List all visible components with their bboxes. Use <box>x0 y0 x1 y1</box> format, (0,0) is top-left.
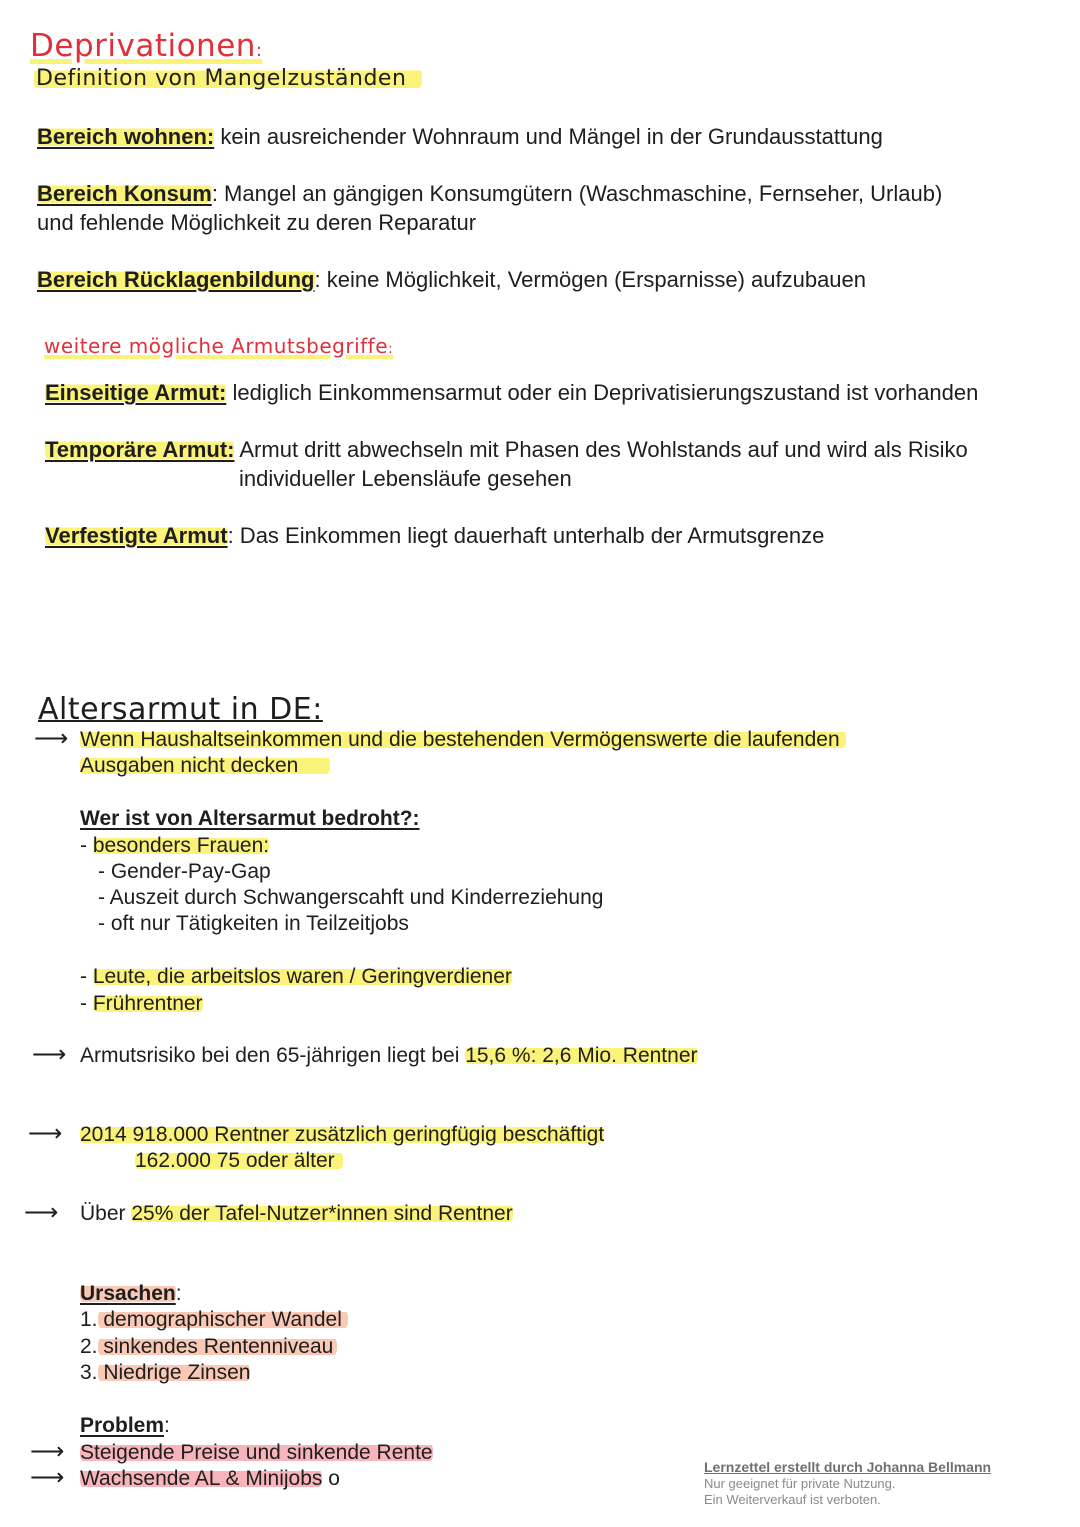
term-temporaere-armut: Temporäre Armut: <box>45 437 235 462</box>
fact-armutsrisiko <box>80 1042 698 1069</box>
arrow-icon: ⟶ <box>32 1041 67 1068</box>
deprivationen-subtitle <box>34 66 422 91</box>
group-text: Frührentner <box>92 992 203 1015</box>
fact-highlight: 15,6 %: 2,6 Mio. Rentner <box>465 1044 698 1067</box>
armutsbegriffe-title-text: weitere mögliche Armutsbegriffe <box>44 334 389 358</box>
fact-text: Armutsrisiko bei den 65-jährigen liegt bei <box>80 1044 466 1067</box>
deprivation-text: : keine Möglichkeit, Vermögen (Ersparnisse) aufzubauen <box>314 267 867 292</box>
arrow-icon: ⟶ <box>34 725 69 752</box>
arrow-icon: ⟶ <box>24 1199 59 1226</box>
ursache-item <box>80 1333 337 1360</box>
group-text: Leute, die arbeitslos waren / Geringverdiener <box>92 965 512 988</box>
deprivation-text: kein ausreichender Wohnraum und Mängel in der Grundausstattung <box>214 124 883 149</box>
deprivation-item-ruecklagen <box>37 265 866 294</box>
definition-text: Ausgaben nicht decken <box>80 754 330 777</box>
term-einseitige-armut: Einseitige Armut: <box>45 380 227 405</box>
deprivationen-title <box>30 28 263 64</box>
problem-heading <box>80 1412 170 1439</box>
ursachen-heading-text: Ursachen <box>80 1282 176 1305</box>
dash: - <box>80 992 93 1015</box>
fact-text: Über <box>80 1202 132 1225</box>
definition-text: Wenn Haushaltseinkommen und die bestehenden Vermögenswerte die laufenden <box>80 728 846 751</box>
problem-item <box>80 1465 340 1492</box>
group-fruehrentner <box>80 990 203 1017</box>
ursache-item <box>80 1359 250 1386</box>
ursache-item <box>80 1306 348 1333</box>
ursache-text: Niedrige Zinsen <box>97 1361 251 1384</box>
arrow-icon: ⟶ <box>28 1120 63 1147</box>
term-bereich-ruecklagen: Bereich Rücklagenbildung <box>37 267 315 292</box>
deprivationen-title-text: Deprivationen <box>30 28 256 64</box>
who-heading: Wer ist von Altersarmut bedroht?: <box>80 807 420 830</box>
footer-note-private: Nur geeignet für private Nutzung. <box>704 1476 896 1491</box>
armut-item-verfestigt <box>45 521 824 550</box>
altersarmut-definition-line2 <box>80 752 330 779</box>
ursache-number: 3. <box>80 1361 98 1384</box>
term-verfestigte-armut: Verfestigte Armut <box>45 523 228 548</box>
term-bereich-wohnen: Bereich wohnen: <box>37 124 215 149</box>
problem-heading-text: Problem <box>80 1414 165 1437</box>
problem-item <box>80 1439 433 1466</box>
armut-item-einseitig <box>45 378 978 407</box>
altersarmut-title: Altersarmut in DE: <box>38 692 323 727</box>
group-frauen-label: besonders Frauen: <box>92 834 270 857</box>
deprivationen-subtitle-text: Definition von Mangelzuständen <box>34 66 422 91</box>
deprivation-item-wohnen <box>37 122 883 151</box>
arrow-icon: ⟶ <box>30 1464 65 1491</box>
fact-rentner-beschaeftigt-line2 <box>135 1147 343 1174</box>
footer-author: Lernzettel erstellt durch Johanna Bellmann <box>704 1459 992 1475</box>
footer-note-resale: Ein Weiterverkauf ist verboten. <box>704 1492 881 1507</box>
problem-trailing: o <box>322 1467 340 1490</box>
problem-text: Steigende Preise und sinkende Rente <box>80 1441 433 1464</box>
arrow-icon: ⟶ <box>30 1438 65 1465</box>
group-arbeitslose <box>80 963 512 990</box>
armut-text: lediglich Einkommensarmut oder ein Deprivatisierungszustand ist vorhanden <box>226 380 979 405</box>
problem-text: Wachsende AL & Minijobs <box>80 1467 323 1490</box>
dash: - <box>80 965 93 988</box>
term-bereich-konsum: Bereich Konsum <box>37 181 212 206</box>
altersarmut-definition-line1 <box>80 726 846 753</box>
deprivationen-title-colon: : <box>255 40 263 61</box>
armutsbegriffe-title-colon: : <box>388 341 394 357</box>
ursache-number: 1. <box>80 1308 98 1331</box>
ursachen-heading <box>80 1280 182 1307</box>
colon: : <box>164 1414 170 1437</box>
fact-highlight: 25% der Tafel-Nutzer*innen sind Rentner <box>131 1202 513 1225</box>
ursache-text: sinkendes Rentenniveau <box>98 1335 338 1358</box>
armut-text: : Das Einkommen liegt dauerhaft unterhalb der Armutsgrenze <box>227 523 825 548</box>
armut-item-temporaer-line2: individueller Lebensläufe gesehen <box>239 466 572 491</box>
fact-tafel <box>80 1200 513 1227</box>
deprivation-item-konsum <box>37 179 942 208</box>
frauen-point: - Auszeit durch Schwangerscahft und Kinderreziehung <box>98 886 604 909</box>
ursache-number: 2. <box>80 1335 98 1358</box>
deprivation-item-konsum-line2: und fehlende Möglichkeit zu deren Reparatur <box>37 210 477 235</box>
dash: - <box>80 834 93 857</box>
frauen-point: - oft nur Tätigkeiten in Teilzeitjobs <box>98 912 409 935</box>
armut-text: Armut dritt abwechseln mit Phasen des Wohlstands auf und wird als Risiko <box>234 437 968 462</box>
armutsbegriffe-title <box>44 334 393 358</box>
fact-highlight: 162.000 75 oder älter <box>135 1149 343 1172</box>
armut-item-temporaer <box>45 435 968 464</box>
colon: : <box>175 1282 182 1305</box>
fact-rentner-beschaeftigt-line1 <box>80 1121 604 1148</box>
ursache-text: demographischer Wandel <box>98 1308 348 1331</box>
fact-highlight: 2014 918.000 Rentner zusätzlich geringfügig beschäftigt <box>80 1123 605 1146</box>
frauen-point: - Gender-Pay-Gap <box>98 860 271 883</box>
deprivation-text: : Mangel an gängigen Konsumgütern (Waschmaschine, Fernseher, Urlaub) <box>211 181 943 206</box>
group-frauen <box>80 832 269 859</box>
